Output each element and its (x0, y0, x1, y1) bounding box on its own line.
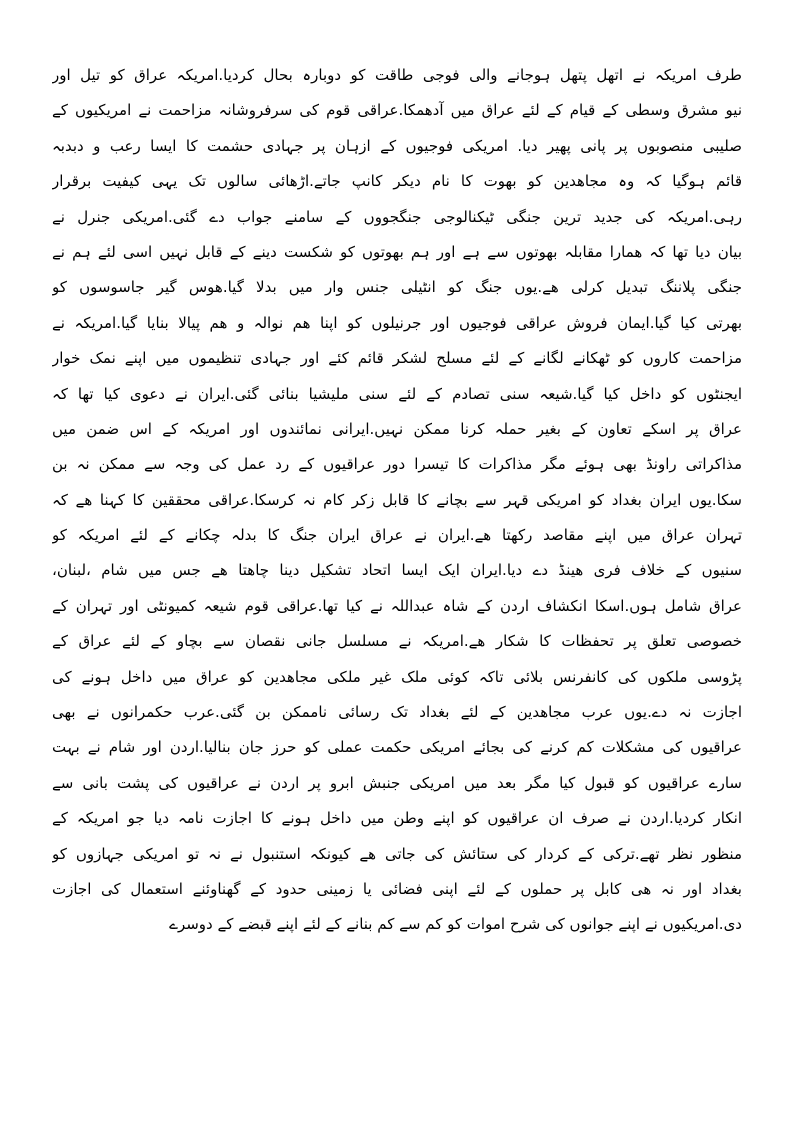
text-line: پڑوسی ملکوں کی کانفرنس بلائی تاکہ کوئی ملک غیر ملکی مجاھدین کو عراق میں داخل ہونے کی (52, 667, 742, 686)
text-line: صلیبی منصوبوں پر پانی پھیر دیا. امریکی فوجیوں کے ازہان پر جہادی حشمت کا ایسا رعب و دبدبہ (52, 136, 742, 155)
text-line: سارے عراقیوں کو قبول کیا مگر بعد میں امریکی جنبش ابرو پر اردن نے عراقیوں کی پشت بانی سے (52, 773, 742, 792)
text-line: بھرتی کیا گیا.ایمان فروش عراقی فوجیوں اور جرنیلوں کو اپنا ھم نوالہ و ھم پیالا بنایا گیا.امریکہ نے (52, 313, 742, 332)
text-line: خصوصی تعلق پر تحفظات کا شکار ھے.امریکہ نے مسلسل جانی نقصان سے بچاو کے لئے عراق کے (52, 632, 742, 651)
text-line: عراق پر اسکے تعاون کے بغیر حملہ کرنا ممکن نہیں.ایرانی نمائندوں اور امریکہ کے اس ضمن میں (52, 419, 742, 438)
text-line: نیو مشرق وسطی کے قیام کے لئے عراق میں آدھمکا.عراقی قوم کی سرفروشانہ مزاحمت نے امریکیوں کے (52, 101, 742, 120)
text-line: دی.امریکیوں نے اپنے جوانوں کی شرح اموات کو کم سے کم بنانے کے لئے اپنے قبضے کے دوسرے (169, 915, 742, 934)
text-line: منظور نظر تھے.ترکی کے کردار کی ستائش کی جاتی ھے کیونکہ استنبول نے نہ تو امریکی جہازوں کو (52, 844, 742, 863)
text-line: مزاحمت کاروں کو ٹھکانے لگانے کے لئے مسلح لشکر قائم کئے اور جہادی تنظیموں میں اپنے نمک خوار (52, 349, 742, 368)
text-line: رہی.امریکہ کی جدید ترین جنگی ٹیکنالوجی جنگجووں کے سامنے جواب دے گئی.امریکی جنرل نے (52, 207, 742, 226)
document-body (52, 58, 742, 943)
text-line: انکار کردیا.اردن نے صرف ان عراقیوں کو اپنے وطن میں داخل ہونے کا اجازت نامہ دیا جو امریکہ کے (52, 809, 742, 828)
text-line: اجازت نہ دے.یوں عرب مجاھدین کے لئے بغداد تک رسائی ناممکن بن گئی.عرب حکمرانوں نے بھی (52, 703, 742, 722)
text-line: سنیوں کے خلاف فری ھینڈ دے دیا.ایران ایک ایسا اتحاد تشکیل دینا چاھتا ھے جس میں شام ،لبنان، (52, 561, 742, 580)
text-line: بیان دیا تھا کہ ھمارا مقابلہ بھوتوں سے ہے اور ہم بھوتوں کو شکست دینے کے قابل نہیں اسی لئے ہم نے (52, 242, 742, 261)
text-line: جنگی پلاننگ تبدیل کرلی ھے.یوں جنگ کو انٹیلی جنس وار میں بدلا گیا.ھوس گیر جاسوسوں کو (52, 278, 742, 297)
text-line: مذاکراتی راونڈ بھی ہوئے مگر مذاکرات کا تیسرا دور عراقیوں کے رد عمل کی وجہ سے ممکن نہ بن (52, 455, 742, 474)
text-line: طرف امریکہ نے اتھل پتھل ہوجانے والی فوجی طاقت کو دوبارہ بحال کردیا.امریکہ عراق کو تیل اور (52, 66, 742, 84)
text-line: بغداد اور نہ ھی کابل پر حملوں کے لئے اپنی فضائی یا زمینی حدود کے گھناوئنے استعمال کی اجازت (52, 879, 742, 898)
text-line: قائم ہوگیا کہ وہ مجاھدین کو بھوت کا نام دیکر کانپ جاتے.اڑھائی سالوں تک یہی کیفیت برقرار (52, 172, 742, 191)
text-line: عراقیوں کی مشکلات کم کرنے کی بجائے امریکی حکمت عملی کو حرز جان بنالیا.اردن اور شام نے بہت (52, 738, 742, 757)
text-line: عراق شامل ہوں.اسکا انکشاف اردن کے شاہ عبداللہ نے کیا تھا.عراقی قوم شیعہ کمیونٹی اور تہران کے (52, 596, 742, 615)
text-line: سکا.یوں ایران بغداد کو امریکی قہر سے بچانے کا قابل زکر کام نہ کرسکا.عراقی محققین کا کہنا ھے کہ (52, 490, 742, 509)
text-line: تہران عراق میں اپنے مقاصد رکھتا ھے.ایران نے عراق ایران جنگ کا بدلہ چکانے کے لئے امریکہ کو (52, 526, 742, 545)
text-line: ایجنٹوں کو داخل کیا گیا.شیعہ سنی تصادم کے لئے سنی ملیشیا بنائی گئی.ایران نے دعوی کیا تھا کہ (52, 384, 742, 403)
